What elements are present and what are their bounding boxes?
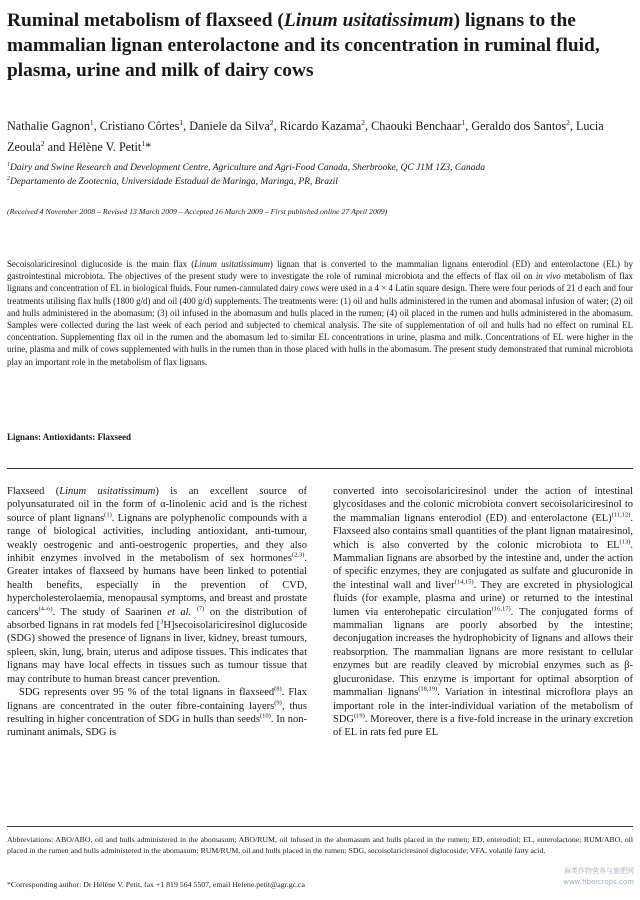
citation-marker: 1 xyxy=(141,138,146,148)
text-run: , Chaouki Benchaar xyxy=(364,119,462,133)
citation-marker: (7) xyxy=(196,605,205,613)
citation-marker: (18,19) xyxy=(418,685,438,693)
text-run: metabolism of flax lignans and concentration of EL in biological fluids. Four rumen-cannulated dairy cows were used in a 4 × 4 Latin square design. There were four periods of 21 d each and four treatments utilising flax hulls (1800 g/d) and oil (400 g/d) supplements. The treatments were: (1) oil and hulls administered in the rumen and abomasal infusion of water; (2) oil and hulls administered in the abomasum; (3) oil infused in the abomasum and hulls placed in the rumen; (4) oil placed in the rumen and hulls administered in the abomasum. Samples were collected during the last week of each period and subjected to chemical analysis. The site of supplementation of oil and hulls had no effect on ruminal EL concentration. Supplementing flax oil in the rumen and the abomasum led to similar EL concentrations in urine, plasma and milk. Concentrations of EL were higher in the urine, plasma and milk of cows supplemented with hulls in the rumen than in those placed with hulls in the abomasum. The present study demonstrated that ruminal microbiota play an important role in the metabolism of flax lignans. xyxy=(7,271,633,367)
citation-marker: (1) xyxy=(104,511,112,519)
body-paragraph xyxy=(7,485,307,686)
footnote-divider xyxy=(7,826,633,827)
text-run: *Corresponding author: Dr Hélène V. Petit, fax +1 819 564 5507, email Helene.petit@agr.gc.ca xyxy=(7,880,305,889)
text-run: . Mammalian lignans are absorbed by the intestine and, under the action of specific enzymes, they are conjugated as sulfate and glucuronide in the intestinal wall and liver xyxy=(333,539,633,591)
text-run: , Daniele da Silva xyxy=(183,119,270,133)
text-run: ) lignans to the mammalian lignan enterolactone and its concentration in ruminal fluid, plasma, urine and milk of dairy cows xyxy=(7,10,600,81)
text-run: * xyxy=(145,140,152,154)
text-run: and Hélène V. Petit xyxy=(44,140,142,154)
text-run: on the distribution of absorbed lignans in rat models fed [ xyxy=(7,606,308,632)
citation-marker: 2 xyxy=(269,117,274,127)
text-run: . The study of Saarinen xyxy=(52,606,168,618)
citation-marker: 1 xyxy=(461,117,466,127)
body-paragraph xyxy=(333,485,633,740)
body-paragraph xyxy=(7,686,307,740)
text-run: ) lignan that is converted to the mammalian lignans enterodiol (ED) and enterolactone (EL) by gastrointestinal microbiota. The objectives of the present study were to investigate the role of ruminal microbiota and the effects of flax oil on xyxy=(7,259,633,282)
italic-text: et al. xyxy=(167,606,192,618)
text-run: Ruminal metabolism of flaxseed ( xyxy=(7,10,284,31)
citation-marker: (14,15) xyxy=(454,578,474,586)
citation-marker: (16,17) xyxy=(491,605,511,613)
site-watermark xyxy=(542,866,634,888)
italic-text: Linum usitatissimum xyxy=(194,259,270,269)
author-list xyxy=(7,116,633,158)
citation-marker: (19) xyxy=(354,712,365,720)
keywords xyxy=(7,432,633,442)
citation-marker: (8) xyxy=(274,685,282,693)
text-run: Dairy and Swine Research and Development Centre, Agriculture and Agri-Food Canada, Sherbrooke, QC J1M 1Z3, Canada xyxy=(9,163,485,173)
abstract xyxy=(7,258,633,368)
citation-marker: 1 xyxy=(7,161,10,168)
text-run: . Flaxseed also contains small quantities of the plant lignan matairesinol, which is also converted by the colonic microbiota to EL xyxy=(333,512,633,551)
italic-text: in vivo xyxy=(535,271,561,282)
citation-marker: (2,3) xyxy=(291,551,305,559)
italic-text: Linum usitatissimum xyxy=(59,486,156,497)
text-run: . In non-ruminant animals, SDG is xyxy=(7,713,307,739)
citation-marker: (4–6) xyxy=(38,605,53,613)
italic-text: Linum usitatissimum xyxy=(283,10,454,31)
citation-marker: 1 xyxy=(89,117,94,127)
body-column-left xyxy=(7,485,307,740)
text-run: , Geraldo dos Santos xyxy=(465,119,567,133)
text-run: SDG represents over 95 % of the total lignans in flaxseed xyxy=(19,687,275,699)
text-run: . Variation in intestinal microflora plays an important role in the inter-individual variation of the metabolism of SDG xyxy=(333,687,633,725)
text-run: . The conjugated forms of mammalian lignans are poorly absorbed by the intestine; deconjugation increases the hydrophobicity of lignans and allows their reabsorption. The mammalian lignans are more resistant to cellular enzymes but are readily cleaved by microbial enzymes such as β-glucuronidase. This enzyme is important for optimal absorption of mammalian lignans xyxy=(333,606,633,699)
text-run: . They are excreted in physiological fluids (for example, plasma and urine) or returned to the intestinal lumen via enterohepatic circulation xyxy=(333,579,633,618)
text-run: Secoisolariciresinol diglucoside is the main flax ( xyxy=(7,259,195,269)
text-run: Nathalie Gagnon xyxy=(7,119,90,133)
text-run: H]secoisolariciresinol diglucoside (SDG) showed the presence of lignans in liver, kidney, breast tumours, spleen, skin, lung, brain, uterus and adipose tissues. This indicates that lignans may have local effects in tissues such as tumour tissue that may contribute to human breast cancer prevention. xyxy=(7,620,308,685)
text-run: Flaxseed ( xyxy=(7,486,60,497)
text-run: Abbreviations: ABO/ABO, oil and hulls administered in the abomasum; ABO/RUM, oil infused in the abomasum and hulls placed in the rumen; ED, enterodiol; EL, enterolactone; RUM/ABO, oil placed in the rumen and hulls administered in the abomasum; RUM/RUM, oil and hulls placed in the rumen; SDG, secoisolariciresinol diglucoside; VFA, volatile fatty acid. xyxy=(7,835,633,856)
affiliation-2 xyxy=(7,176,633,190)
corresponding-author xyxy=(7,880,567,889)
text-run: , Lucia Zeoula xyxy=(7,119,604,154)
abbreviations-footnote xyxy=(7,834,633,856)
citation-marker: 2 xyxy=(566,117,570,127)
watermark-cn: 麻类作物营养与施肥网 xyxy=(564,867,634,875)
citation-marker: 2 xyxy=(40,138,45,148)
text-run: (Received 4 November 2008 – Revised 13 March 2009 – Accepted 16 March 2009 – First published online 27 April 2009) xyxy=(7,207,388,216)
text-run: . Flax lignans are concentrated in the outer fibre-containing layers xyxy=(7,687,307,712)
citation-marker: 2 xyxy=(361,117,365,127)
affiliation-1 xyxy=(7,162,633,176)
text-run: , Ricardo Kazama xyxy=(273,119,362,133)
citation-marker: (11,12) xyxy=(611,511,631,519)
text-run: , Cristiano Côrtes xyxy=(93,119,180,133)
citation-marker: 1 xyxy=(179,117,184,127)
text-run: Lignans: Antioxidants: Flaxseed xyxy=(7,432,132,442)
citation-marker: 2 xyxy=(7,175,10,182)
citation-marker: (9) xyxy=(274,699,282,706)
watermark-url: www.fibercrops.com xyxy=(563,878,634,886)
citation-marker: (13) xyxy=(619,538,631,546)
received-dates xyxy=(7,207,633,216)
citation-marker: 3 xyxy=(160,618,164,626)
paper-title xyxy=(7,8,633,83)
text-run: . Moreover, there is a five-fold increase in the urinary excretion of EL in rats fed pure EL xyxy=(333,713,633,739)
citation-marker: (10) xyxy=(259,712,271,720)
text-run: , thus resulting in higher concentration of SDG in hulls than seeds xyxy=(7,700,307,725)
text-run: ) is an excellent source of polyunsaturated oil in the form of α-linolenic acid and is the richest source of plant lignans xyxy=(7,486,307,524)
text-run: . Greater intakes of flaxseed by humans have been linked to potential health benefits, especially in the prevention of CVD, hypercholesterolaemia, menopausal symptoms, and breast and prostate cancers xyxy=(7,553,307,618)
text-run: . Lignans are polyphenolic compounds with a range of biological activities, including antioxidant, anti-tumour, weakly oestrogenic and anti-oestrogenic properties, and they also inhibit enzymes involved in the metabolism of sex hormones xyxy=(7,512,307,565)
text-run: Departamento de Zootecnia, Universidade Estadual de Maringa, Maringa, PR, Brazil xyxy=(9,176,338,187)
affiliations xyxy=(7,162,633,189)
body-column-right xyxy=(333,485,633,740)
section-divider xyxy=(7,468,633,469)
text-run: converted into secoisolariciresinol under the action of intestinal glycosidases and the colonic microbiota convert secoisolariciresinol to the mammalian lignans enterodiol (ED) and enterolactone (EL) xyxy=(333,486,633,524)
